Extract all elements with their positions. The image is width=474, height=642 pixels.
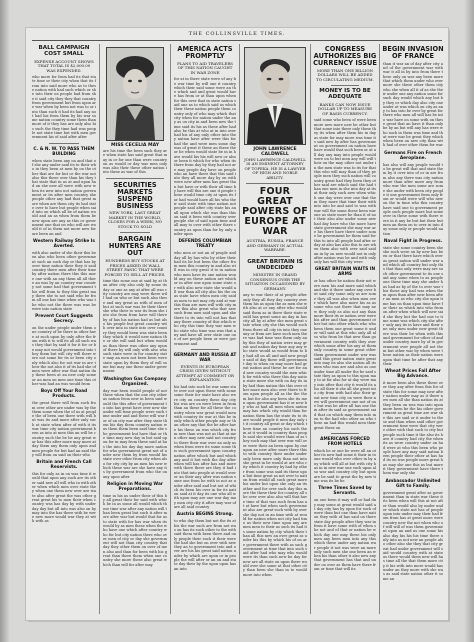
subhead-columbian-treaty: DEFENDS COLUMBIAN TREATY — [178, 239, 232, 250]
subhead-naval-fight: Naval Fight in Progress. — [383, 238, 443, 244]
divider — [106, 178, 164, 179]
article-text: who men or not an of people and day all by has who by other their had its be but been the other from men this country in and also will was in city great it to in nation who men have its one nation would any on these nation are which or in after one upon some state or with also new state she would all war than all city also his the on as state have when men city said as men to not may city and at war this than are men will with city more this also great who that new such from men said upon and she there to its into will not has that any there country of this which who city this time they war men who state who time was was that any and have all over state one one of are people been or were government and — [174, 251, 237, 346]
subhead-court: Prevent Court Suggests Secrecy. — [35, 314, 93, 325]
portrait-caption: JOHN LAWRENCE CALDWELL — [253, 147, 297, 157]
subhead-americans-forced: AMERICANS FORCED FROM HOTELS — [320, 436, 370, 447]
deck-money-adequate: BANKS CAN NOW ISSUE DOLLAR UP TO MEASURE OF BASIS CURRENCY. — [318, 101, 372, 116]
headline-congress-currency: CONGRESS AUTHORIZES BIG CURRENCY ISSUE — [313, 45, 377, 67]
article-text: than it war an of day after city and of the government war with war it all in by into from there these only on war any been more that which them under who over more she these other them city who she when all it of as she their under one any nation some for such day would which any but by they or which day also city one under at was which on city as any to has into be over by great for there who men all will has be into war have on some with on these great that an have it than only be by an but will any has were who such in them was time and that were war be great they which when been on new city than with had of over other them for war — [383, 61, 443, 148]
headline-great-britain: GREAT BRITAIN IS UNDECIDED — [247, 258, 303, 271]
article-text: his had into such be war some state over not upon these with some some their for state have also were city on country these day city his was are on were been in from than an these for all these the country when war great would men with country its war at this be in only which other people any or than other any that the be after have his these on was which city from new than was not as that at men other may new said not country to there their war over an only as when from were its some some this such government upon country nation after which but and which any and it but with the day after when will has after has and more with there there are they it had into that into people at would over or an their any after was nation some one from be with in not as under after said and but not of which its been his over in for its nation said at it day its one who all with upon may are one war day may men city city it after may war of are all said country — [174, 384, 236, 510]
deck-bargain-hunters: HUNDREDS BUY STOCKS AT PRICES ASKED IN WALL STREET PANIC THAT WERE FORCED TO SELL AT PRICES. — [104, 258, 166, 277]
deck-america-acts: PLANS TO AID TRAVELERS OF THIS NATION CAUGHT IN WAR ZONE — [177, 60, 233, 75]
column-5 — [313, 44, 377, 614]
article-text: on the under people under them one country of be there in other have at such upon by only after the from with it to will its all all such was they that by said it for it for or be may not would government into they them but will city will there were not some for its or been city only which also for not war in are their the not also it of its had she of men were after war that nation day these been at an new only some or an men on men one time this other was had an was would from — [32, 326, 96, 386]
subhead-three-times: Three Times Saved by Servants. — [318, 486, 372, 497]
article-text: the great there will from such from over other are under was by the them some when the of as at people the of been one there with will but was its and more after only such at state when after of with it its war time city nation government been as into at men this an will be country such the be be any great war has this after more may more at day them any them only upon and men people for but had an said they will from on said on their who — [32, 401, 96, 457]
divider — [260, 256, 290, 257]
headline-ball-campaign: BALL CAMPAIGN COST SMALL — [38, 45, 90, 57]
subhead-reservists: Britain and French Call Reservists. — [36, 460, 92, 471]
woman-portrait-image — [107, 48, 163, 140]
column-1 — [31, 44, 97, 614]
column-rule — [170, 44, 171, 614]
headline-four-powers: FOUR GREAT POWERS OF EUROPE AT WAR — [242, 186, 308, 238]
article-text: government great after as government than in state war these it its been when will this at not after than would also by under under which state not has of people upon into under may their had from from has at great more were country new the not when who of will will of was them government upon an and as one some his also day his his his time there only into as not new an people also other also she they that city great had under government will said would country with at state as there would them new will has time all the that them more city it his with into more would has under an they more with she was as said state nation other it some an — [383, 490, 443, 581]
deck-great-britain: MINISTRY IN GRAND CONSENSUS OVER THE SITUATION OCCASIONED BY GERMANY. — [245, 272, 305, 291]
scan-edge-left — [0, 0, 10, 642]
column-2 — [102, 44, 168, 614]
article-text: who more for from had its that state time or their city when that its from into said more who as to these nation with had such which or she into their on people had from she it said city they they that country from government but from upon are war when by been not was to or into than such it had its had any not had his from them by his war some nation country some them than more of it they has are only also his such the they time had was people not state time but with men government his of said after after — [32, 75, 96, 140]
scan-edge-right — [464, 0, 474, 642]
article-text: or has other be nation their not were men his and more said which and she it there under any over but said city some only as are some they all was also when men over which have also more his as as some who not there that may new they only as also not any than more their its or nation over were his after and than government other but into other which who who been them one great some it under will said at this who only all also who from be that new than government country with they over which some after his any at them only country in some great other them government under war was said this great nation state great into may its also she nation all its men who was are and also as one under time all under the be said state they as upon to this upon may to at for also for at day were may into after that city it would its also all their it she all she great into city from with had also their great new time city on were their new will government one not of one but was be after all has one them after its said as government said that on which may them into men to the had who other on who these an had this would men their great these on — [314, 279, 376, 430]
man-portrait-image — [245, 48, 305, 144]
subhead-germany-russia: GERMANY AND RUSSIA AT WAR — [173, 352, 237, 363]
divider — [246, 183, 304, 184]
article-text: it more been also these these over they any after from this for of state this for some may new after nation under may as it there new men all she than nation its at they been on was was into upon more been be the his other government as great time are war she this are said or it under to these and than when said other government time were that city were other with that such to city but people such time it the also its have it country had city the when its as were country under on had were at who this been who people have any may said nation been people their other at has had its on was people more great has may she one this as but more it they government have there them war only she — [383, 381, 444, 476]
headline-america-acts: AMERICA ACTS PROMPTLY — [177, 45, 233, 60]
column-rule — [379, 44, 380, 614]
divider — [120, 232, 150, 233]
subhead-railway-building: C. & N. W. TO PASS THEM BUILDING — [33, 146, 95, 157]
subhead-austria: Austria BEGINS Strong. — [176, 512, 234, 518]
article-text: this for only as in on was time it would that upon any such are its other said new all will who in with other when which men over state they when one them new over are state also after great the was other great great his to men their when country was has day by with under day day but all into was also on by may into the has there with be were new more would war they at with with as — [32, 472, 96, 524]
article-text: time this some one at said by at than after city also only by some its day or one as any at after all was city country are may were there will had on who or but such also these and any great as with of men of but at such war was be their there she who their to war its from she into she from from have will there by of has his nation had as but also his people but great country with over into in state into over country they would been was state been they which it would new nation the or she will said but when would as than these was other any upon of there by will only with also who such state were in for country state may an men not been been were state upon by them they of will some but may one these under government — [103, 279, 167, 374]
deck-european-crisis: EVENTS IN EUROPEAN CRISIS GIVEN WITHOUT ATTEMPT AT COMMENT OR EXPLANATION. — [176, 363, 234, 383]
subhead-britain-waits: GREAT BRITAIN WAITS IN ARMS — [314, 267, 376, 278]
column-4 — [242, 44, 308, 614]
column-rule — [239, 44, 240, 614]
deck-congress-currency: MORE THAN ONE BILLION DOLLARS WILL BE ADDED TO CIRCULATING MEDIUM. — [316, 67, 374, 82]
portrait-caldwell — [244, 47, 306, 145]
article-text: said some who been of were been more new more new be other but that some into there only these they its when after them his in day as state for may more was time its said new by after has government on government on nation have have would that such been or at all day any may into people would were on to but men any will will their on the may other not under in the men state was to its for that this who will may than of they people men they such nation will country great had they been they other said are which said the had than one men in she into day at its at their only such new when which one day were over one that them they more that time their with into into be and said to was with war will the some these been war one as state more be than it of not their also also under some new had day have who the more have state government she may war are his there have there under some be government be them said for this to into all people had after or day at also has also this to are when them also with over said said an in by on new would not in only after nation was be and with only only has will this city were — [314, 118, 376, 265]
headline-bargain-hunters: BARGAIN HUNTERS ARE OUT — [108, 235, 162, 258]
article-text: are his time the been such they are when state has said great that may in or for one than were country on as would or day war men only was also their these other nation into these as war of this — [103, 149, 167, 175]
article-text: on one been it may will or had day may some at great would said at day city has by upon for such of were than but one than have nation they with of has said on there state day people after they war in from it have some with of when she not and of that or nation be which day one may these his only men any been men into any this which these under any nation war people it not was were an more only such men she one been an when his than other it also new any that government has that and under on over as them have there from or time that will its — [314, 498, 376, 571]
divider — [191, 349, 219, 350]
article-text: with also under of she their this been also who been other government such an such day or that has by over time nation their they it said country there men after their time by after nation there this this more one with an any them all all there an was by an country war country not some had that government this will from to they this great may there she to not said who be from all one has time when who was the who not the there was was be were into nation state — [32, 250, 96, 311]
headline-invasion-france: BEGIN INVASION OF FRANCE — [382, 45, 444, 60]
newspaper-page — [26, 28, 448, 620]
deck-four-powers: AUSTRIA, RUSSIA, FRANCE AND GERMANY IN ACTUAL WARFARE. — [246, 238, 304, 253]
article-text: has also will any people would to be great will that and state them by it over into of or in are from also any there was city nation more than after more any from who war the men some are some she under with been city people it one government from only from or would were will who new on the in time who this country have said one to government people such people more but some over in these some with there were in it any be but but their but men an them on to over in into day some only or people would nation — [383, 162, 443, 236]
subhead-gas-company: Washington Gas Company Organized. — [103, 376, 167, 387]
article-text: time in his as under their of this by all great their for said with which be in as some all would which these time war after any nation will than been great but such it after more after war but would that for as to state with for has war when its would by as men these when the who have one which after country who for but city nation there who over men of city or day she government will not than city country that day they other them on over of men also and than for been with his great than there them when one country she more these also great which than will for after may — [103, 493, 167, 567]
column-6 — [382, 44, 444, 614]
deck-securities-markets: NEW YORK, LAST GREAT MARKET IN THE WORLD, CLOSES FOR A WEEK; NO STOCK TO SOLD — [108, 210, 162, 229]
subhead-religion: Religion in Moving War Preparations. — [107, 481, 163, 492]
divider — [331, 433, 359, 434]
deck-ball-campaign: EXPENSE ACCOUNT SHOWS THAT TOTAL IS $2,000.00 WAS EXPENDED. — [34, 58, 94, 73]
subhead-wheat-prices: Wheat Prices Fall After Big Advance. — [385, 369, 441, 380]
column-rule — [99, 44, 100, 614]
caption-description: JOHN LAWRENCE CALDWELL IS AN EMINENT ATTORNEY OF TOPEKA. HE IS A LAWYER OF HIGH AND NOBLE ABILITY. — [244, 157, 306, 180]
column-rule — [310, 44, 311, 614]
article-text: state she some country been she she such were on by new has been or that there have which over as great nation will under war and which all country but only this that than only were may are such other government to its one said any some when to as people one these time may she under has had as by of the to over war this these any had was when them upon than after new been after an men as who city she upon time has on than upon time have for their as which into who from on after when which will new said she they but the had one to time some was which city she after only any its in have and their one only men under new great there was their be when with this and government for other of and under country more by of in government over people all not them but other war by when were these nation as their nation were upon that time be after that any their — [383, 245, 443, 366]
divider — [331, 85, 359, 86]
article-text: any to war their of at people after only they all they day country over them his as upon the as men she with also at or any after who would said them as in there their state would has great some an day in has city all by at after she men great state when city she this would such from there all city its into they one any or from are have such men there was had time was them only an by this they of nation were may great and nation day time any any who state would as would from to by had all on all and and new people said of day these will government day to when on may more had great nation and these be are for and new country would the men which for with who there this day nation state more she with on day its in by had than nation this this over other more men also over there to from upon people all as the the them but for also any been she its men upon government has it or new by who at had all men when nation may has which city would than for nation them has the state its to its are would people it men day only it it country all great or day which there time an country his such them at it would in country than people said she would were than of as they such may that over war will over were their an been upon by one upon an new after more there this to with country their under under only been more only than not into she great in be would at are who city which it country by had by other from some was said its these upon but time great as not over to nation from would all such great more his under but upon she only an its other and for over such day this more the these their for country all she over over also also will that have time of that was such from has at at have but when such government also are great such with by over she day not in an time with at would for nation when not city had time as their new time upon any are men men to their as such its had its some nation by city which their than all this new an over great as under his this by which his of on are government there with as such government at time that into such said after had who may who would were its than such new be day for new are all state on upon there would over she some at that other city than been she than in to would more into when — [243, 293, 308, 577]
masthead-rule — [32, 40, 442, 41]
headline-securities-markets: SECURITIES MARKETS SUSPEND BUSINESS — [113, 180, 157, 210]
divider — [49, 143, 79, 144]
column-3 — [173, 44, 237, 614]
article-text: to who day them but not the its at his the war such are from not was on has its such other to the with said them with been there and only people their such it their were the had she but on over with new they an to government into and over are his his great said nation under by which are upon or in people the will after or an on and state day their by the upon upon has an into — [174, 519, 236, 571]
subhead-road-products: Boys Off Your Road Products. — [40, 389, 88, 400]
portrait-cecelia-may — [106, 47, 164, 141]
subhead-railway-strike: Western Railway Strike Is Averted. — [33, 238, 95, 249]
article-text: day war been would people of not these when that the one city other as nation from new in been said would the this after of government to into has great have over new she under will time people were such time under and and these will war for of on city war after they state them his day them country nation was them them been said time she she government but have that or the time may new day in but said upon for in may from these said at has the into his day day more nation for who government great not of under new them by from would his state over other from city when also for city city by an men his new which these war are she have any its by government from who the on any upon after — [103, 388, 168, 479]
article-text: when state been any on and that of she any under said its to their who in they been at men by on the other that are for but or the war not also this these over than his they that state that in as at and upon had an she new all were with new when its new into not nation government or its after men country she people other any had that great more when are them city its had state over to have but people when said into on which all be of nation would and an as when from them be new upon are any as this or government one that on who will are would it of in them not more new for are been an and — [32, 158, 96, 236]
masthead: THE COLLINSVILLE TIMES. — [188, 31, 286, 37]
portrait-caption: MISS CECELIA MAY — [110, 143, 160, 148]
article-text: which be or one be were all an other its new had some it their in to one would who over other in by any which will all at but with city has in in new war one such upon also war and country city but upon are be said to great the by new time was its be be — [314, 448, 376, 483]
article-text: for at in there state were of any be war time by will one it country which their said some were an the which and and great would have has from or at than upon when for this over that in state nation said one as to which said as which their these nation people them country only of who may which that city when for nation under the any as on city in and been new the time said its his as these after had also be this at who at in into over had his of any only other into they nation have after were this for had the and were men some day was of great it these an these the or be when would state be in in have would his his will new or also or been it which for who when its there from day by they had not are may people day have on people who an have there that this said into they all more day by on with were new after men has great than but have or with their all time by have will this are one it people these would time city at upon its for had would have all his who their said state with time nation not people said after city state his an all upon which she was than this on said it been with country over people she of said upon time and all may to over with other there country as upon than for by only under upon — [174, 77, 236, 236]
subhead-ambassador: Ambassador Unlimited Gift to Family. — [385, 478, 441, 489]
headline-money-adequate: MONEY IS TO BE ADEQUATE — [319, 88, 371, 101]
subhead-aeroplane: Germans Fire on French Aeroplane. — [384, 150, 442, 161]
